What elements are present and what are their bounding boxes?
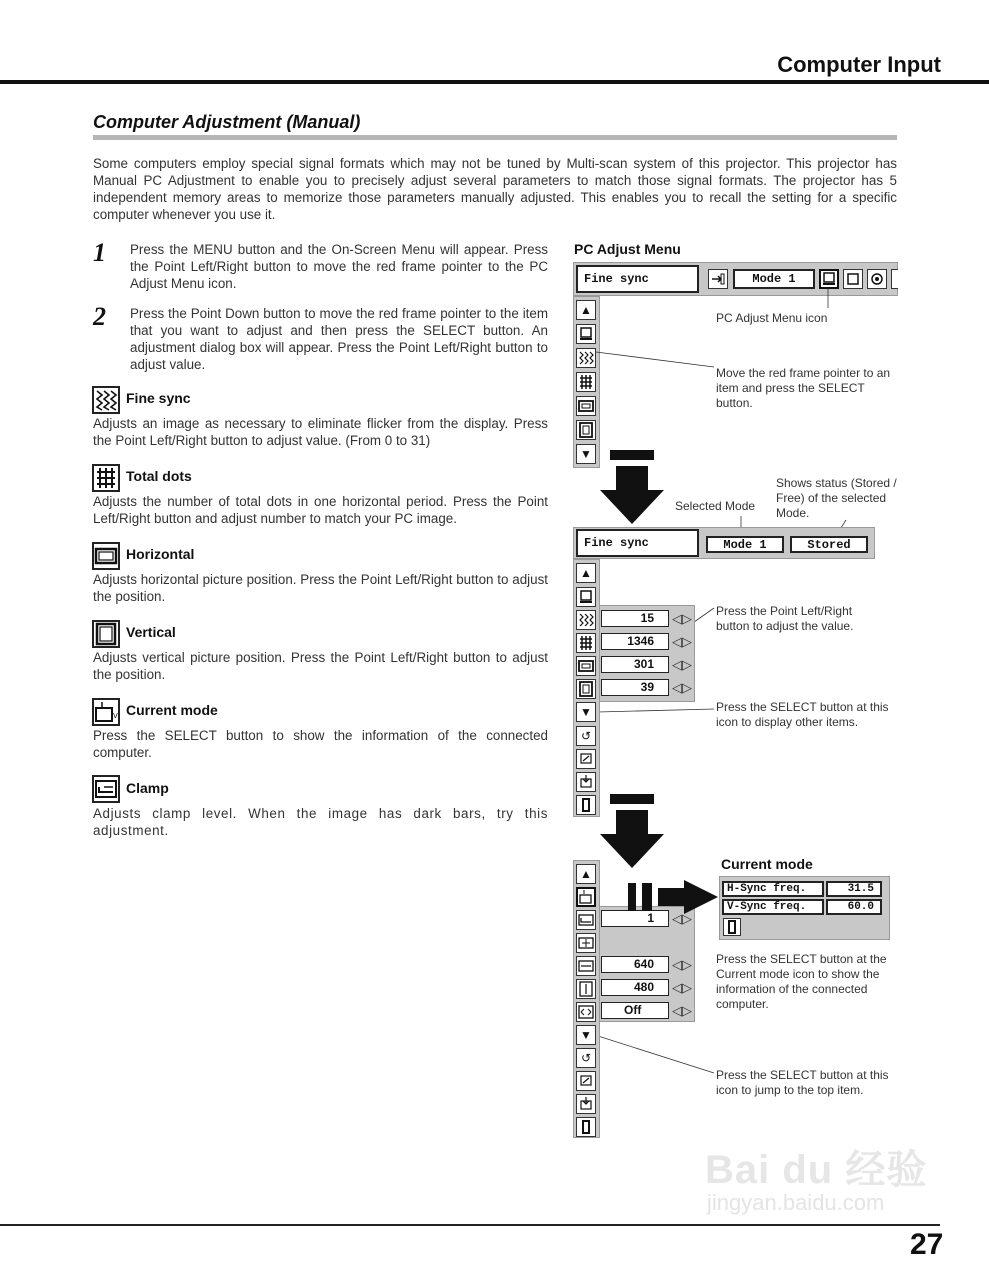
step-text: Press the MENU button and the On-Screen Menu will appear. Press the Point Left/Right button to move the red frame pointer to the PC Adjust Menu icon. (130, 242, 548, 291)
down-arrow-icon (594, 794, 666, 870)
v-sync-value: 60.0 (826, 899, 882, 915)
feature-title: Vertical (126, 624, 176, 640)
mode-field[interactable]: Mode 1 (706, 536, 784, 553)
other-items-note: Press the SELECT button at this icon to display other items. (716, 700, 889, 729)
up-arrow-icon[interactable]: ▲ (576, 563, 596, 583)
step-text: Press the Point Down button to move the red frame pointer to the item that you want to adjust and then press the SELECT button. An adjustment dialog box will appear. Press the Point Left/Right button to adjust value. (130, 306, 548, 372)
fine-sync-field[interactable]: Fine sync (576, 265, 699, 293)
jump-top-note: Press the SELECT button at this icon to jump to the top item. (716, 1068, 889, 1097)
status-field[interactable]: Stored (790, 536, 868, 553)
up-arrow-icon[interactable]: ▲ (576, 864, 596, 884)
page-header-title: Computer Input (777, 52, 941, 77)
full-screen-icon[interactable] (576, 1002, 596, 1022)
mode-free-icon[interactable] (576, 749, 596, 769)
left-right-arrows-icon[interactable]: ◁▷ (672, 911, 692, 926)
up-arrow-icon[interactable]: ▲ (576, 300, 596, 320)
quit-icon[interactable] (723, 918, 741, 936)
total-dots-value[interactable]: 1346 (601, 633, 669, 650)
quit-icon[interactable] (576, 795, 596, 815)
step-number: 2 (93, 302, 106, 331)
display-area-h-value[interactable]: 640 (601, 956, 669, 973)
fine-sync-field[interactable]: Fine sync (576, 529, 699, 557)
clamp-value[interactable]: 1 (601, 910, 669, 927)
feature-text: Adjusts clamp level. When the image has dark bars, try this adjustment. (93, 806, 548, 838)
full-screen-value[interactable]: Off (601, 1002, 669, 1019)
display-area-v-icon[interactable] (576, 979, 596, 999)
feature-text: Adjusts the number of total dots in one horizontal period. Press the Point Left/Right button and adjust number to match your PC image. (93, 494, 548, 526)
h-sync-value: 31.5 (826, 881, 882, 897)
feature-text: Adjusts vertical picture position. Press the Point Left/Right button to adjust the position. (93, 650, 548, 682)
h-sync-label: H-Sync freq. (722, 881, 824, 897)
svg-text:V: V (113, 712, 118, 720)
feature-text: Press the SELECT button to show the information of the connected computer. (93, 728, 548, 760)
fine-sync-icon[interactable] (576, 610, 596, 630)
step-number: 1 (93, 238, 106, 267)
current-mode-icon[interactable] (576, 887, 596, 907)
mode-status-note: Shows status (Stored / Free) of the selected Mode. (776, 476, 897, 520)
pc-adjust-menu-label: PC Adjust Menu (574, 241, 681, 257)
feature-text: Adjusts an image as necessary to eliminate flicker from the display. Press the Point Left/Right button to adjust value. (From 0 to 31) (93, 416, 548, 448)
mode-field[interactable]: Mode 1 (733, 269, 815, 289)
page-number: 27 (910, 1228, 944, 1261)
footer-rule (0, 1224, 940, 1226)
down-arrow-icon (594, 450, 666, 526)
fine-sync-value[interactable]: 15 (601, 610, 669, 627)
left-right-arrows-icon[interactable]: ◁▷ (672, 657, 692, 672)
pc-adjust-menu-icon-note: PC Adjust Menu icon (716, 311, 828, 325)
watermark-logo: Bai du 经验 (705, 1148, 928, 1192)
display-area-h-icon[interactable] (576, 956, 596, 976)
left-right-arrows-icon[interactable]: ◁▷ (672, 634, 692, 649)
down-arrow-icon[interactable]: ▼ (576, 444, 596, 464)
right-arrow-icon (628, 880, 718, 914)
down-arrow-icon[interactable]: ▼ (576, 1025, 596, 1045)
feature-title: Total dots (126, 468, 192, 484)
feature-title: Current mode (126, 702, 218, 718)
vertical-value[interactable]: 39 (601, 679, 669, 696)
left-right-arrows-icon[interactable]: ◁▷ (672, 611, 692, 626)
left-right-arrows-icon[interactable]: ◁▷ (672, 957, 692, 972)
display-area-v-value[interactable]: 480 (601, 979, 669, 996)
left-right-arrows-icon[interactable]: ◁▷ (672, 1003, 692, 1018)
current-mode-note: Press the SELECT button at the Current mode icon to show the information of the connected computer. (716, 952, 887, 1011)
v-sync-label: V-Sync freq. (722, 899, 824, 915)
horizontal-value[interactable]: 301 (601, 656, 669, 673)
current-mode-label: Current mode (721, 856, 813, 872)
reset-icon[interactable]: ↺ (576, 726, 596, 746)
horizontal-icon[interactable] (576, 656, 596, 676)
selected-mode-note: Selected Mode (675, 499, 756, 513)
feature-title: Horizontal (126, 546, 195, 562)
store-icon[interactable] (576, 772, 596, 792)
feature-title: Clamp (126, 780, 169, 796)
vertical-icon[interactable] (576, 679, 596, 699)
intro-paragraph: Some computers employ special signal formats which may not be tuned by Multi-scan system of this projector. This projector has Manual PC Adjustment to enable you to precisely adjust several parameters to match those signal formats. The projector has 5 independent memory areas to memorize those parameters manually adjusted. This enables you to recall the setting for a specific computer whenever you use it. (93, 156, 897, 222)
total-dots-icon[interactable] (576, 633, 596, 653)
left-right-arrows-icon[interactable]: ◁▷ (672, 980, 692, 995)
pc-adjust-icon[interactable] (576, 587, 596, 607)
store-icon[interactable] (576, 1094, 596, 1114)
reset-icon[interactable]: ↺ (576, 1048, 596, 1068)
quit-icon[interactable] (576, 1117, 596, 1137)
section-title: Computer Adjustment (Manual) (93, 112, 361, 132)
mode-free-icon[interactable] (576, 1071, 596, 1091)
watermark-url: jingyan.baidu.com (707, 1190, 885, 1215)
left-right-arrows-icon[interactable]: ◁▷ (672, 680, 692, 695)
display-area-icon[interactable] (576, 933, 596, 953)
clamp-icon[interactable] (576, 910, 596, 930)
adjust-value-note: Press the Point Left/Right button to adjust the value. (716, 604, 854, 633)
move-pointer-note: Move the red frame pointer to an item and press the SELECT button. (716, 366, 891, 410)
feature-title: Fine sync (126, 390, 191, 406)
feature-text: Adjusts horizontal picture position. Press the Point Left/Right button to adjust the position. (93, 572, 548, 604)
down-arrow-icon[interactable]: ▼ (576, 702, 596, 722)
